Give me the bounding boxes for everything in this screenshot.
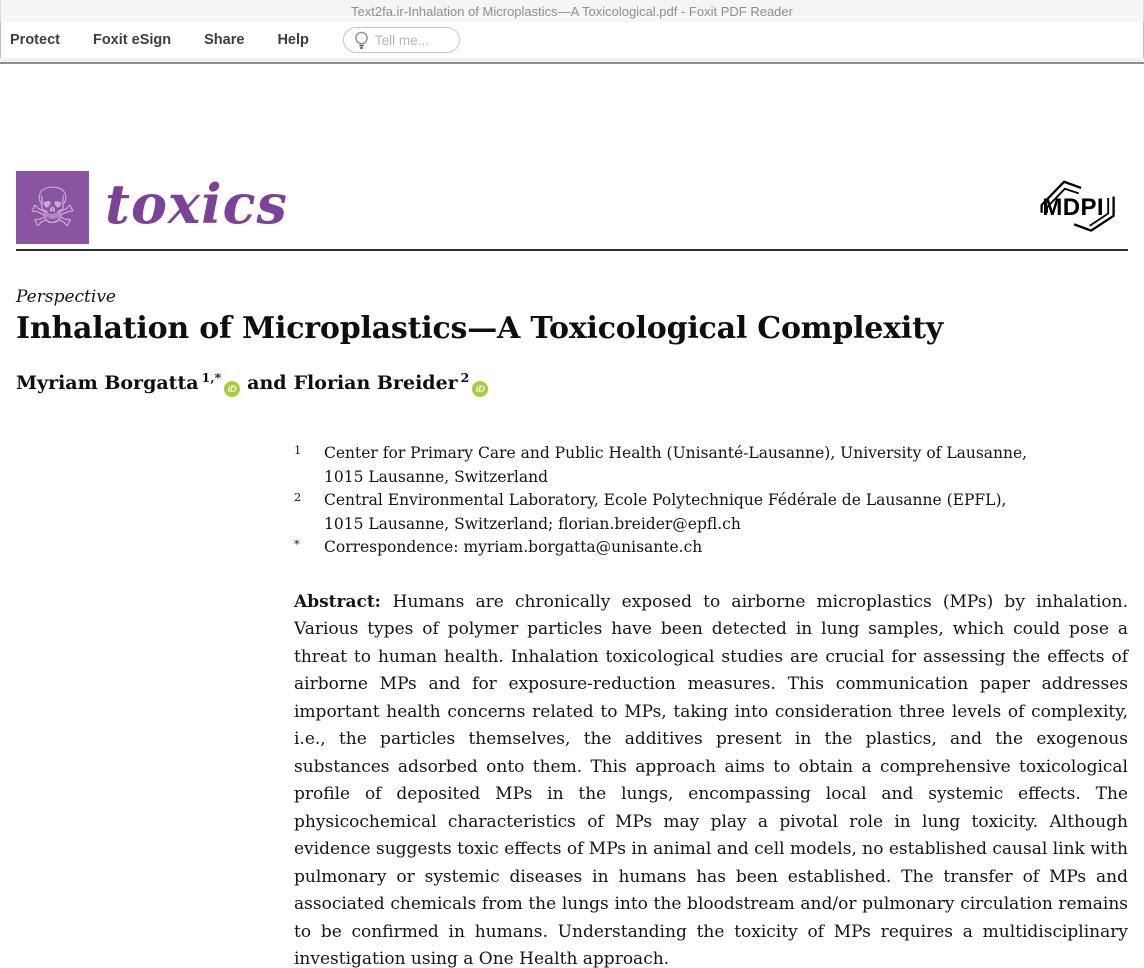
orcid-icon[interactable]: iD <box>472 381 488 397</box>
affiliation-text: Central Environmental Laboratory, Ecole Polytechnique Fédérale de Lausanne (EPFL), <box>324 491 1007 509</box>
menu-protect[interactable]: Protect <box>10 32 60 48</box>
affiliation-entry <box>294 489 1128 536</box>
author-name: Myriam Borgatta <box>16 372 199 394</box>
menu-share[interactable]: Share <box>204 32 245 48</box>
abstract-text: Humans are chronically exposed to airborne microplastics (MPs) by inhalation. Various types of polymer particles have been detected in lung samples, which could pose a threat to human health. Inhalation toxicological studies are crucial for assessing the effects of airborne MPs and for exposure-reduction measures. This communication paper addresses important health concerns related to MPs, taking into consideration three levels of complexity, i.e., the particles themselves, the additives present in the plastics, and the exogenous substances adsorbed onto them. This approach aims to obtain a comprehensive toxicological profile of deposited MPs in the lungs, encompassing local and systemic effects. The physicochemical characteristics of MPs may play a pivotal role in lung toxicity. Although evidence suggests toxic effects of MPs in animal and cell models, no established causal link with pulmonary or systemic diseases in humans has been established. The transfer of MPs and associated chemicals from the lungs into the bloodstream and/or pulmonary circulation remains to be confirmed in humans. Understanding the toxicity of MPs requires a multidisciplinary investigation using a One Health approach. <box>294 591 1128 968</box>
author-affiliation-sup: 1,* <box>201 370 222 385</box>
affiliation-marker: 2 <box>294 490 302 504</box>
affiliation-text: Center for Primary Care and Public Health (Unisanté-Lausanne), University of Lausanne, <box>324 444 1028 462</box>
toxics-logo-box <box>16 171 89 244</box>
affiliation-text: 1015 Lausanne, Switzerland <box>324 467 549 486</box>
journal-header <box>16 171 1128 244</box>
correspondence-entry <box>294 536 1128 560</box>
abstract-paragraph <box>294 589 1128 968</box>
paper-title: Inhalation of Microplastics—A Toxicological Complexity <box>16 311 943 346</box>
menu-help[interactable]: Help <box>277 32 309 48</box>
author-name: Florian Breider <box>293 372 458 394</box>
journal-name: toxics <box>105 171 288 236</box>
author-connector: and <box>247 372 287 394</box>
correspondence-marker: * <box>294 537 300 551</box>
menu-foxit-esign[interactable]: Foxit eSign <box>92 32 172 48</box>
pdf-page <box>0 64 1144 968</box>
author-affiliation-sup: 2 <box>460 370 470 385</box>
correspondence-text: Correspondence: myriam.borgatta@unisante.ch <box>324 538 703 556</box>
window-titlebar <box>0 0 1144 22</box>
menu-bar <box>0 22 1144 58</box>
affiliation-marker: 1 <box>294 443 302 457</box>
lightbulb-icon <box>353 31 370 50</box>
affiliation-text: 1015 Lausanne, Switzerland; florian.breider@epfl.ch <box>324 514 741 533</box>
author-line <box>16 372 1128 394</box>
window-title: Text2fa.ir-Inhalation of Microplastics—A Toxicological.pdf - Foxit PDF Reader <box>351 3 793 19</box>
mdpi-hexagon-icon <box>1030 174 1126 236</box>
mdpi-wordmark: MDPI <box>1042 194 1104 222</box>
abstract-label: Abstract: <box>294 591 393 612</box>
orcid-icon[interactable]: iD <box>224 381 240 397</box>
mdpi-logo <box>1030 174 1126 241</box>
tell-me-input[interactable] <box>375 33 450 48</box>
header-rule <box>16 249 1128 251</box>
skull-crossbones-icon: ☠ <box>28 175 77 239</box>
affiliations-block <box>294 442 1128 560</box>
affiliation-entry <box>294 442 1128 489</box>
article-type: Perspective <box>16 287 116 307</box>
tell-me-search[interactable] <box>343 27 460 53</box>
